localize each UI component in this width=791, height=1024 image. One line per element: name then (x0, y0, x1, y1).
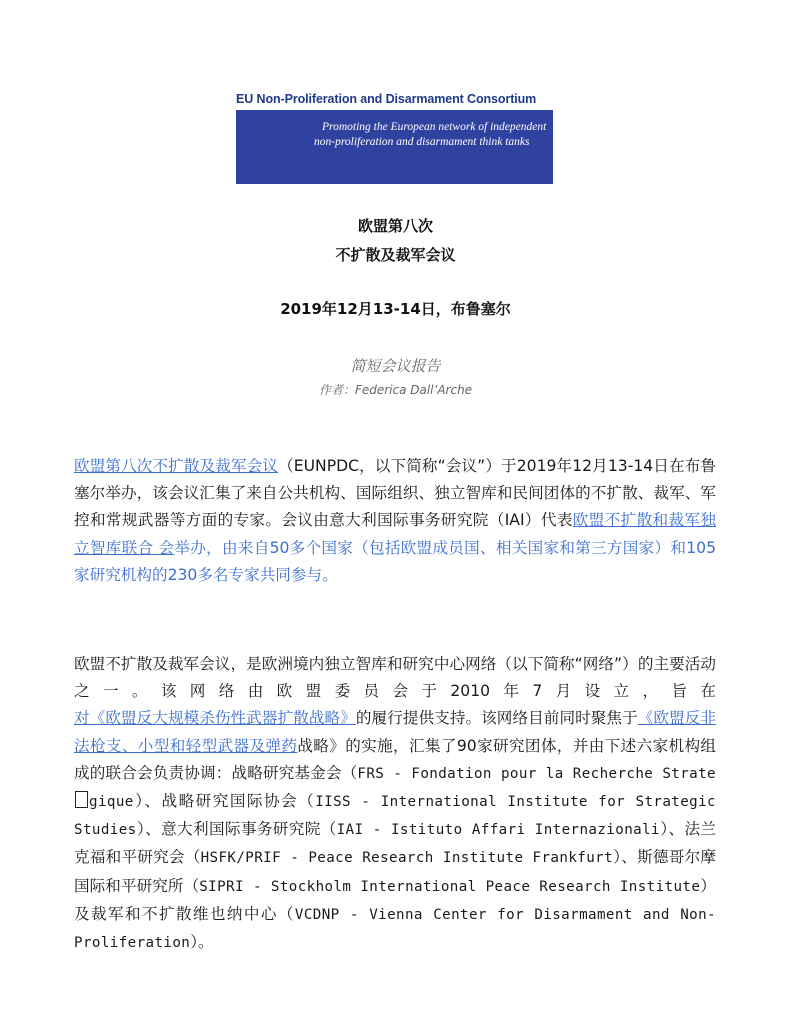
paragraph-introduction (74, 453, 716, 589)
para2-text-6: ）、法兰克福和平研究会（ (74, 820, 716, 867)
report-author: 作者：Federica Dall’Arche (318, 383, 473, 397)
missing-glyph-box (75, 791, 88, 808)
iiss-name: IISS - International Institute for Strategic Studies (74, 794, 717, 839)
para2-text-5: ）、意大利国际事务研究院（ (136, 820, 337, 839)
sipri-name: SIPRI - Stockholm International Peace Research Institute (199, 878, 701, 895)
para1-text-1: （EUNPDC，以下简称“会议”）于2019年12月13-14日在布鲁塞尔举办，该会议汇集了来自公共机构、国际组织、独立智库和民间团体的不扩散、裁军、军控和常规武器等方面的专家。会议由意大利国际事务研究院（IAI）代表 (74, 457, 716, 530)
report-subtitle: 简短会议报告 (350, 357, 441, 375)
conference-date: 2019年12月13-14日，布鲁塞尔 (280, 300, 511, 318)
link-consortium[interactable]: 欧盟不扩散和裁军独立智库联合 会 (74, 511, 716, 557)
iai-name: IAI - Istituto Affari Internazionali (336, 822, 660, 839)
para1-text-2: 举办，由来自50多个国家（包括欧盟成员国、相关国家和第三方国家）和105家研究机构的230多名专家共同参与。 (74, 538, 716, 584)
link-eunpdc[interactable]: 欧盟第八次不扩散及裁军会议 (74, 457, 279, 475)
para2-text-1: 欧盟不扩散及裁军会议，是欧洲境内独立智库和研究中心网络（以下简称“网络”）的主要活动之一。该网络由欧盟委员会于2010年7月设立，旨在 (74, 655, 716, 701)
paragraph-network (74, 651, 716, 957)
para2-text-9: ）。 (190, 933, 214, 952)
frs-name-end: gique (89, 794, 134, 811)
vcdnp-name: VCDNP - Vienna Center for Disarmament and Non-Proliferation (74, 906, 716, 952)
para2-text-2: 的履行提供支持。该网络目前同时聚焦于 (355, 709, 638, 728)
para2-text-4: ）、战略研究国际协会（ (133, 792, 316, 811)
link-wmd-strategy[interactable]: 对《欧盟反大规模杀伤性武器扩散战略》 (74, 709, 356, 728)
frs-name: FRS - Fondation pour la Recherche Strate (357, 765, 716, 782)
conference-title-line-2: 不扩散及裁军会议 (335, 246, 456, 264)
logo-tagline-band (236, 110, 553, 184)
conference-title-line-1: 欧盟第八次 (357, 217, 433, 235)
hsfk-name: HSFK/PRIF - Peace Research Institute Frankfurt (200, 850, 614, 867)
logo-tagline-line-1: Promoting the European network of independent (322, 121, 547, 133)
link-salw-strategy[interactable]: 《欧盟反非法枪支、小型和轻型武器及弹药 (74, 709, 716, 755)
para2-text-8: ）及裁军和不扩散维也纳中心（ (74, 876, 716, 923)
para2-text-3: 战略》的实施，汇集了90家研究团体，并由下述六家机构组成的联合会负责协调：战略研究基金会（ (74, 736, 716, 782)
para2-text-7: ）、斯德哥尔摩国际和平研究所（ (74, 848, 716, 895)
consortium-logo (236, 92, 553, 184)
logo-title: EU Non-Proliferation and Disarmament Consortium (236, 92, 537, 106)
logo-tagline-line-2: non-proliferation and disarmament think tanks (314, 136, 530, 148)
